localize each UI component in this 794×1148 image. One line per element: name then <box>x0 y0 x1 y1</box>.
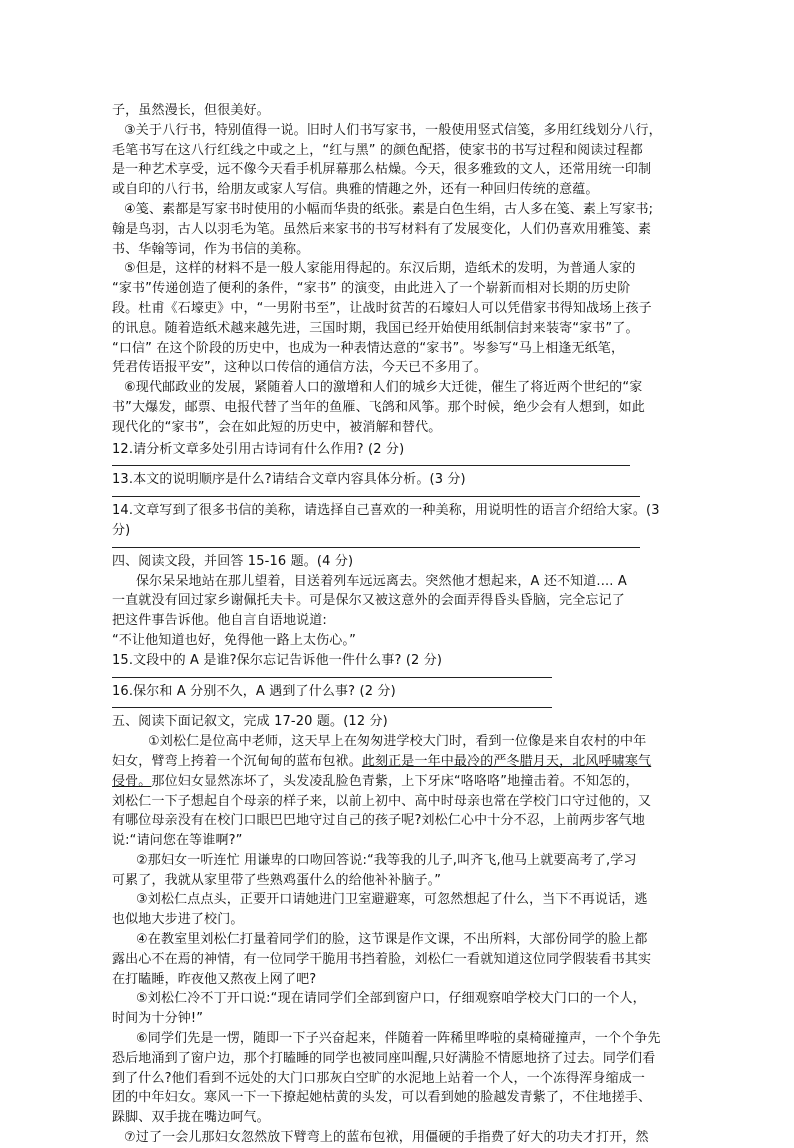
question-text: 分) <box>112 522 131 538</box>
question-13 <box>112 470 684 497</box>
passage-line: 现代化的“家书”，会在如此短的历史中，被消解和替代。 <box>112 419 442 435</box>
passage-line: ③关于八行书，特别值得一说。旧时人们书写家书，一般使用竖式信笺，多用红线划分八行， <box>124 122 662 138</box>
passage-line: “口信” 在这个阶段的历史中，也成为一种表情达意的“家书”。岑参写“马上相逢无纸笔， <box>112 340 625 356</box>
story-text: 那位妇女显然冻坏了，头发凌乱脸色青紫，上下牙床“咯咯咯”地撞击着。不知怎的， <box>151 773 639 789</box>
story-line: ⑥同学们先是一愣，随即一下子兴奋起来，伴随着一阵稀里哗啦的桌椅碰撞声，一个个争先 <box>136 1031 661 1047</box>
story-line: ⑤刘松仁冷不丁开口说:“现在请同学们全部到窗户口，仔细观察咱学校大门口的一个人， <box>136 991 646 1007</box>
excerpt-line: “不让他知道也好，免得他一路上太伤心。” <box>112 632 356 648</box>
story-line: 时间为十分钟!” <box>112 1011 204 1027</box>
passage-line: 书”大爆发，邮票、电报代替了当年的鱼雁、飞鸽和风筝。那个时候，绝少会有人想到，如此 <box>112 399 645 415</box>
answer-line[interactable] <box>112 707 552 708</box>
story-line: 刘松仁一下子想起自个母亲的样子来，以前上初中、高中时母亲也常在学校门口守过他的，又 <box>112 793 652 809</box>
underlined-text: 此刻正是一年中最冷的严冬腊月天，北风呼啸寒气 <box>361 753 652 769</box>
answer-line[interactable] <box>112 496 640 497</box>
story-line <box>112 752 684 772</box>
section-5 <box>112 712 684 1148</box>
question-12 <box>112 440 684 467</box>
story-line <box>112 772 684 792</box>
story-line: 在打瞌睡，昨夜他又熬夜上网了吧? <box>112 971 317 987</box>
story-line: ④在教室里刘松仁打量着同学们的脸，这节课是作文课，不出所料，大部份同学的脸上都 <box>136 932 648 948</box>
story-line: 露出心不在焉的神情，有一位同学干脆用书挡着脸，刘松仁一看就知道这位同学假装看书其实 <box>112 951 652 967</box>
section-heading: 四、阅读文段，并回答 15-16 题。(4 分) <box>112 553 354 569</box>
story-line: 也似地大步进了校门。 <box>112 912 244 928</box>
passage-line: 翰是鸟羽，古人以羽毛为笔。虽然后来家书的书写材料有了发展变化，人们仍喜欢用雅笺、素 <box>112 221 652 237</box>
passage-line: ④笺、素都是写家书时使用的小幅而华贵的纸张。素是白色生绢，古人多在笺、素上写家书; <box>124 201 654 217</box>
answer-line[interactable] <box>112 465 630 466</box>
story-line: ①刘松仁是位高中老师，这天早上在匆匆进学校大门时，看到一位像是来自农村的中年 <box>148 734 647 750</box>
question-text: 16.保尔和 A 分别不久，A 遇到了什么事? (2 分) <box>112 683 396 699</box>
story-line: 可累了，我就从家里带了些熟鸡蛋什么的给他补补脑子。” <box>112 872 442 888</box>
story-line: 有哪位母亲没有在校门口眼巴巴地守过自己的孩子呢?刘松仁心中十分不忍，上前两步客气地 <box>112 813 646 829</box>
story-line: ③刘松仁点点头，正要开口请她进门卫室避避寒，可忽然想起了什么，当下不再说话，逃 <box>136 892 648 908</box>
passage-line: 凭君传语报平安”，这种以口传信的通信方法，今天已不多用了。 <box>112 360 488 376</box>
question-text: 15.文段中的 A 是谁?保尔忘记告诉他一件什么事? (2 分) <box>112 652 443 668</box>
story-text: 妇女，臂弯上挎着一个沉甸甸的蓝布包袱。 <box>112 753 362 769</box>
passage-line: 毛笔书写在这八行红线之中或之上，“红与黑” 的颜色配搭，使家书的书写过程和阅读过程都 <box>112 142 643 158</box>
passage-line: 子，虽然漫长，但很美好。 <box>112 103 270 118</box>
story-line: 跺脚、双手拢在嘴边呵气。 <box>112 1110 270 1126</box>
question-14 <box>112 501 684 548</box>
passage-line: ⑥现代邮政业的发展，紧随着人口的激增和人们的城乡大迁徙，催生了将近两个世纪的“家 <box>124 380 643 396</box>
passage-line: 段。杜甫《石壕吏》中，“一男附书至”，让战时贫苦的石壕妇人可以凭借家书得知战场上孩子 <box>112 300 652 316</box>
question-text: 14.文章写到了很多书信的美称，请选择自己喜欢的一种美称，用说明性的语言介绍给大家。(3 <box>112 503 660 519</box>
excerpt-line: 一直就没有回过家乡谢佩托夫卡。可是保尔又被这意外的会面弄得昏头昏脑，完全忘记了 <box>112 593 625 609</box>
passage-line: ⑤但是，这样的材料不是一般人家能用得起的。东汉后期，造纸术的发明，为普通人家的 <box>124 261 636 277</box>
section-4 <box>112 552 684 709</box>
question-text: 12.请分析文章多处引用古诗词有什么作用? (2 分) <box>112 441 405 457</box>
excerpt-line: 保尔呆呆地站在那儿望着，目送着列车远远离去。突然他才想起来，A 还不知道.... A <box>136 573 627 589</box>
story-line: ②那妇女一听连忙 用谦卑的口吻回答说:“我等我的儿子,叫齐飞,他马上就要高考了,学习 <box>136 852 637 868</box>
story-line: 团的中年妇女。寒风一下一下撩起她枯黄的头发，可以看到她的脸越发青紫了，不住地搓手、 <box>112 1090 652 1106</box>
passage-line: 或自印的八行书，给朋友或家人写信。典雅的情趣之外，还有一种回归传统的意蕴。 <box>112 182 599 198</box>
passage-line: “家书”传递创造了便利的条件，“家书” 的演变，由此进入了一个崭新而相对长期的历史阶 <box>112 281 631 297</box>
passage-line: 书、华翰等词，作为书信的美称。 <box>112 241 310 257</box>
question-text: 13.本文的说明顺序是什么?请结合文章内容具体分析。(3 分) <box>112 472 466 488</box>
passage-line: 是一种艺术享受，远不像今天看手机屏幕那么枯燥。今天，很多雅致的文人，还常用统一印制 <box>112 162 652 178</box>
answer-line[interactable] <box>112 547 640 548</box>
excerpt-line: 把这件事告诉他。他自言自语地说道: <box>112 613 327 629</box>
passage-line: 的讯息。随着造纸术越来越先进，三国时期，我国已经开始使用纸制信封来装寄“家书”了。 <box>112 320 639 336</box>
underlined-text: 侵骨。 <box>112 773 152 789</box>
passage <box>112 101 684 438</box>
story-line: 说:“请问您在等谁啊?” <box>112 833 243 849</box>
story-line: ⑦过了一会儿那妇女忽然放下臂弯上的蓝布包袱，用僵硬的手指费了好大的功夫才打开，然 <box>124 1130 649 1146</box>
story-line: 恐后地涌到了窗户边，那个打瞌睡的同学也被同座叫醒,只好满脸不情愿地挤了过去。同学们看 <box>112 1050 656 1066</box>
answer-line[interactable] <box>112 677 552 678</box>
document-page <box>112 101 684 1148</box>
story-line: 到了什么?他们看到不远处的大门口那灰白空旷的水泥地上站着一个人，一个冻得浑身缩成一 <box>112 1070 646 1086</box>
section-heading: 五、阅读下面记叙文，完成 17-20 题。(12 分) <box>112 714 388 730</box>
